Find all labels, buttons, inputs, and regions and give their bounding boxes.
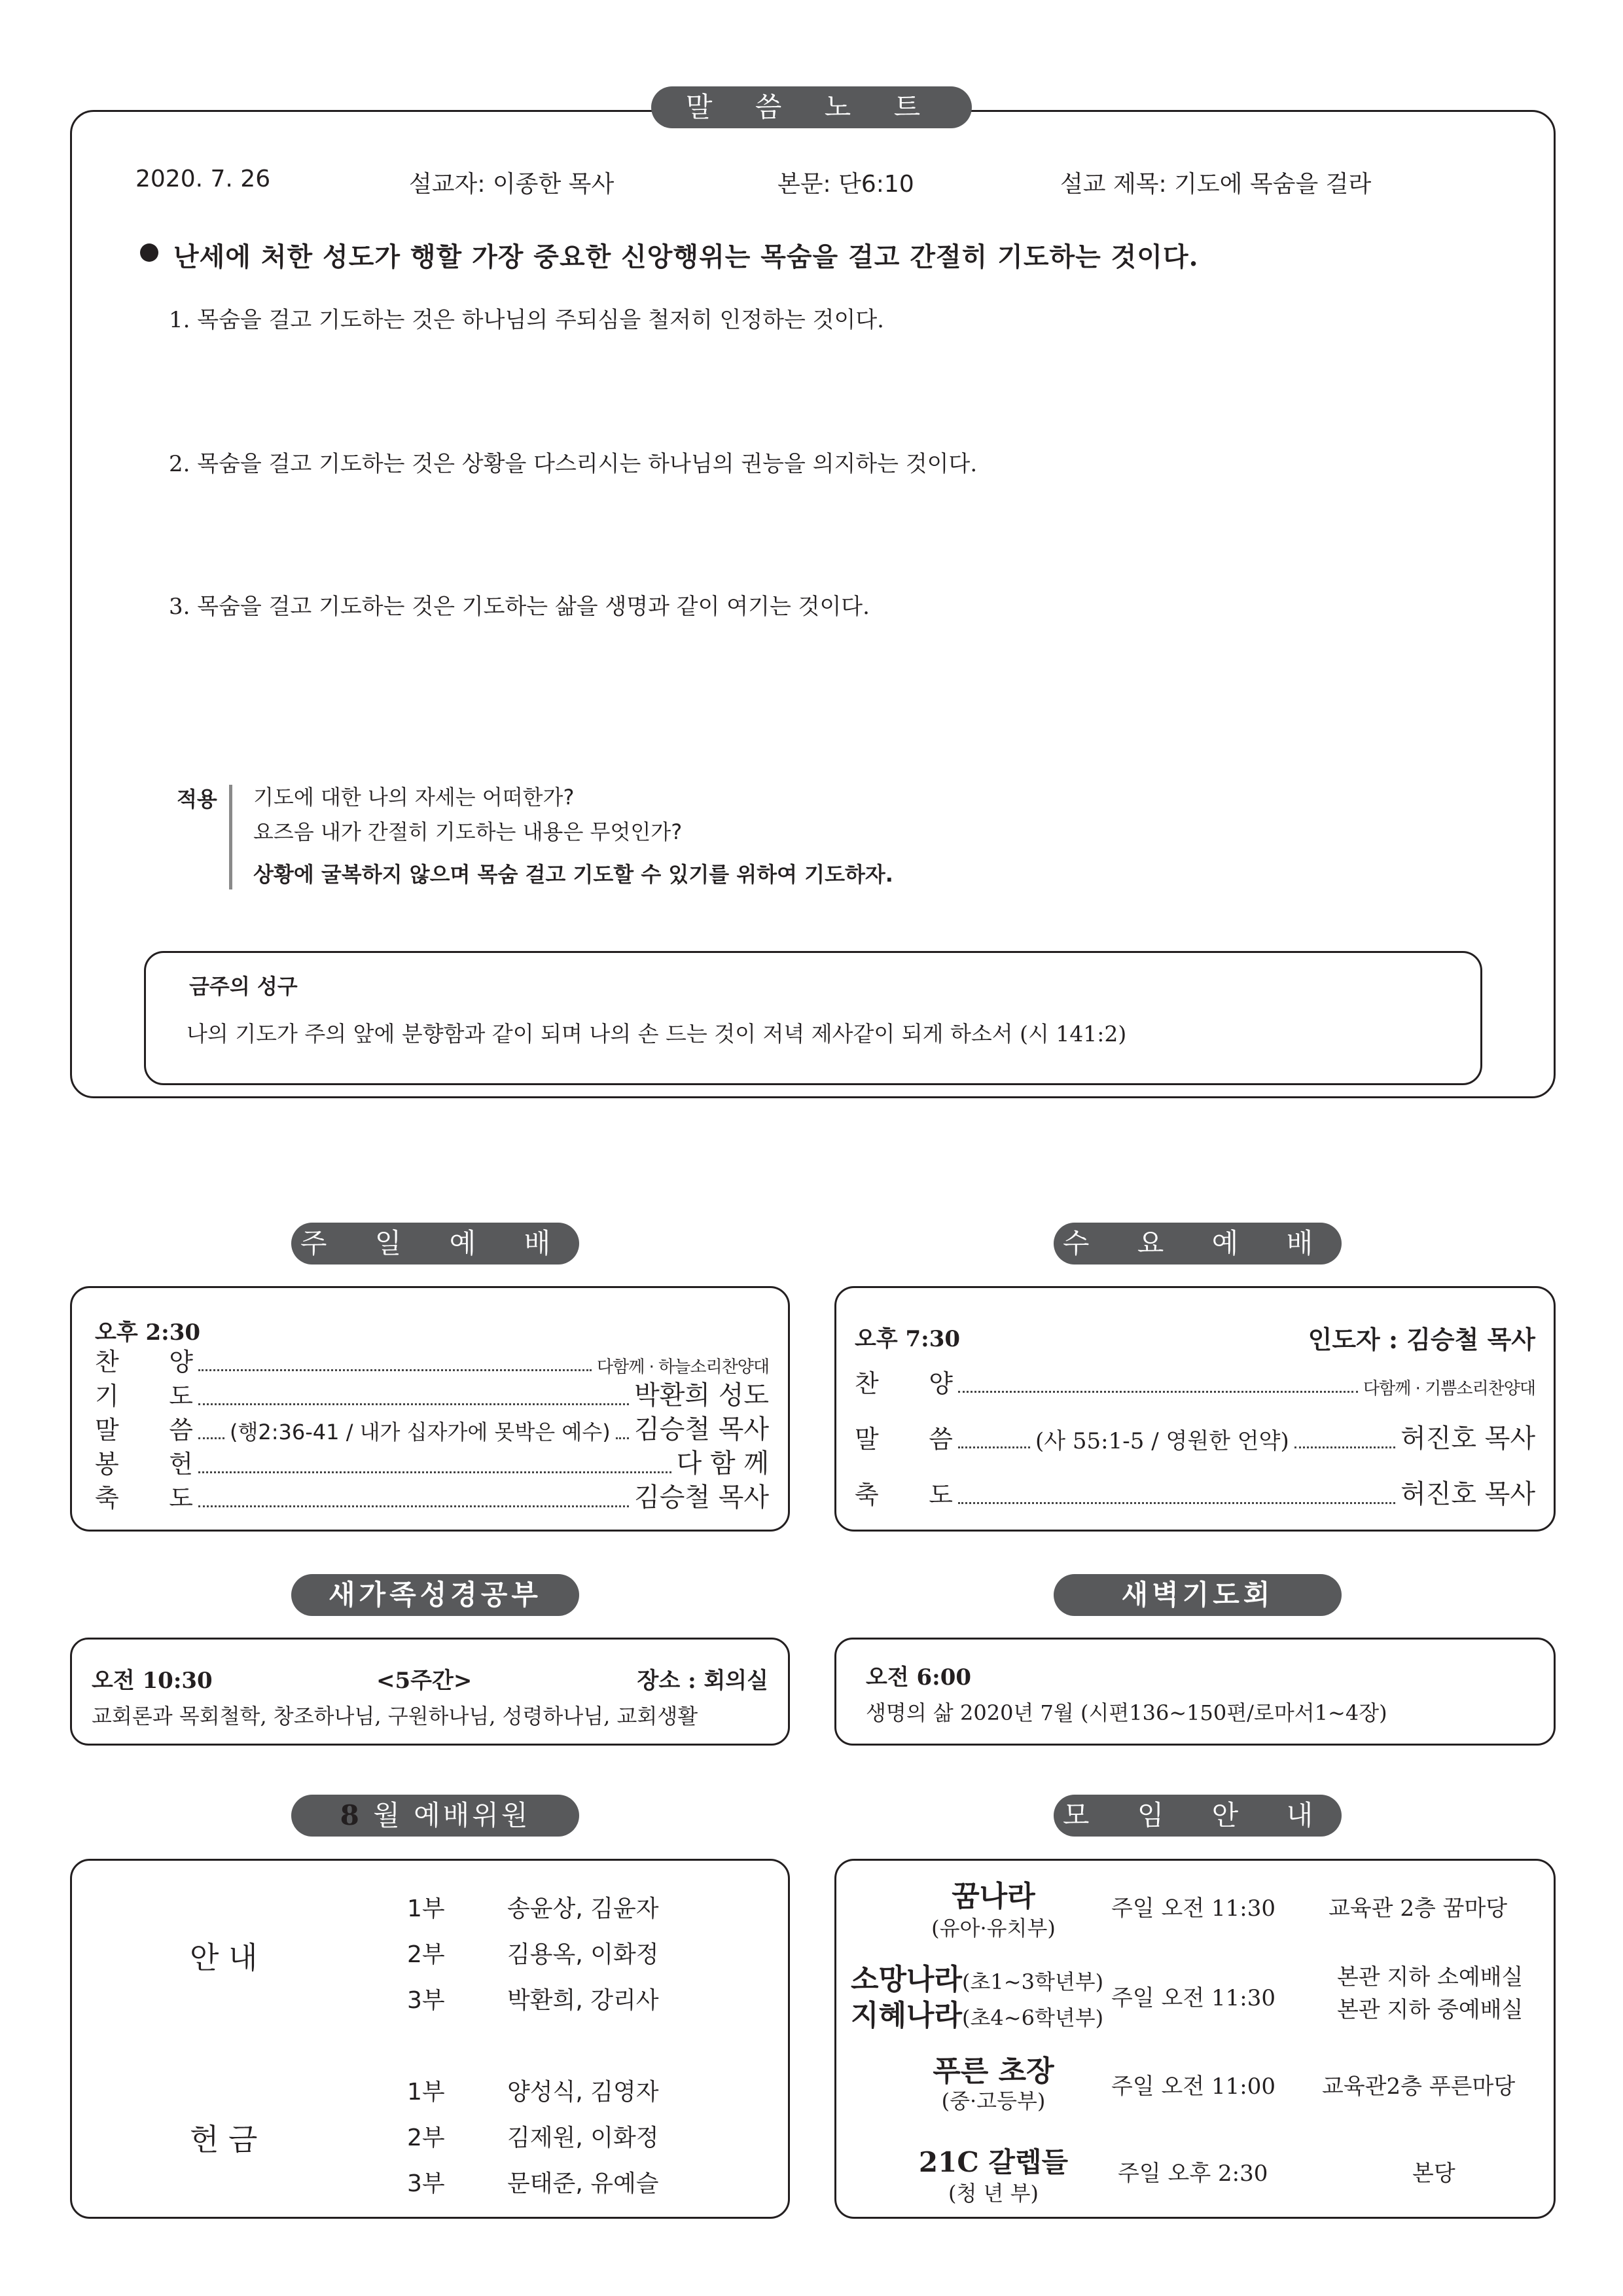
sunday-sermon-passage: (행2:36-41 / 내가 십자가에 못박은 예수) (230, 1420, 611, 1444)
meeting-3-place: 교육관2층 푸른마당 (1322, 2073, 1516, 2100)
sermon-date: 2020. 7. 26 (135, 166, 271, 192)
wednesday-time: 오후 7:30 (855, 1326, 961, 1352)
family-study-place: 장소 : 회의실 (637, 1668, 768, 1694)
offering-people-3: 문태준, 유예슬 (507, 2170, 659, 2197)
wednesday-service-title: 수 요 예 배 (1054, 1223, 1342, 1265)
usher-part-1: 1부 (407, 1895, 445, 1922)
application-prayer: 상황에 굴복하지 않으며 목숨 걸고 기도할 수 있기를 위하여 기도하자. (253, 862, 893, 887)
point-3: 3. 목숨을 걸고 기도하는 것은 기도하는 삶을 생명과 같이 여기는 것이다. (169, 594, 870, 620)
meeting-3-name: 푸른 초장 (933, 2054, 1054, 2088)
meeting-2-name-b: 지혜나라(초4~6학년부) (851, 1999, 1104, 2032)
wednesday-benediction-value: 허진호 목사 (1400, 1479, 1535, 1509)
offering-part-3: 3부 (407, 2170, 445, 2197)
dawn-prayer-title: 새벽기도회 (1054, 1574, 1342, 1616)
sunday-praise-value: 다함께 · 하늘소리찬양대 (597, 1357, 769, 1377)
wednesday-sermon-passage: (사 55:1-5 / 영원한 언약) (1035, 1428, 1289, 1454)
wednesday-row-sermon: 말 씀 (사 55:1-5 / 영원한 언약) 허진호 목사 (855, 1416, 1535, 1455)
committee-month: 8 (340, 1799, 362, 1831)
sunday-sermon-value: 김승철 목사 (634, 1414, 769, 1444)
sermon-scripture: 본문: 단6:10 (777, 171, 914, 198)
usher-part-2: 2부 (407, 1941, 445, 1968)
usher-people-3: 박환희, 강리사 (507, 1987, 659, 2014)
usher-people-1: 송윤상, 김윤자 (507, 1895, 659, 1922)
meeting-2-place-b: 본관 지하 중예배실 (1337, 1997, 1524, 2023)
meetings-box (834, 1859, 1556, 2219)
offering-people-1: 양성식, 김영자 (507, 2079, 659, 2106)
sermon-note-title: 말 씀 노 트 (651, 86, 972, 128)
committee-offering-label: 헌 금 (190, 2122, 258, 2157)
family-study-time: 오전 10:30 (92, 1668, 213, 1694)
sunday-service-title: 주 일 예 배 (291, 1223, 579, 1265)
sunday-row-benediction: 축 도 김승철 목사 (95, 1480, 769, 1514)
sermon-note-box (70, 110, 1556, 1098)
family-study-box (70, 1638, 790, 1746)
offering-part-1: 1부 (407, 2079, 445, 2106)
application-divider (229, 785, 232, 889)
verse-box (144, 951, 1482, 1085)
dawn-prayer-material: 생명의 삶 2020년 7월 (시편136~150편/로마서1~4장) (866, 1700, 1387, 1725)
wednesday-row-praise: 찬 양 다함께 · 기쁨소리찬양대 (855, 1369, 1535, 1399)
meeting-1-name: 꿈나라 (952, 1880, 1035, 1913)
application-q1: 기도에 대한 나의 자세는 어떠한가? (253, 785, 575, 810)
offering-part-2: 2부 (407, 2125, 445, 2151)
offering-people-2: 김제원, 이화정 (507, 2125, 659, 2151)
committee-title-text: 월 예배위원 (373, 1799, 531, 1831)
meeting-4-sub: (청 년 부) (948, 2181, 1039, 2206)
sunday-row-prayer: 기 도 박환희 성도 (95, 1378, 769, 1412)
application-label: 적용 (177, 787, 217, 812)
meeting-2-name-a: 소망나라(초1~3학년부) (851, 1963, 1104, 1996)
sermon-preacher: 설교자: 이종한 목사 (409, 171, 615, 198)
sunday-service-box (70, 1286, 790, 1532)
sunday-offering-value: 다 함 께 (676, 1448, 769, 1479)
meeting-1-sub: (유아·유치부) (931, 1916, 1056, 1941)
family-study-duration: <5주간> (376, 1668, 473, 1694)
wednesday-rows (855, 1360, 1535, 1517)
meetings-title: 모 임 안 내 (1054, 1795, 1342, 1837)
meeting-4-time: 주일 오후 2:30 (1118, 2161, 1268, 2187)
verse-text: 나의 기도가 주의 앞에 분향함과 같이 되며 나의 손 드는 것이 저녁 제사같이 되게 하소서 (시 141:2) (187, 1021, 1127, 1047)
meeting-4-place: 본당 (1412, 2161, 1455, 2187)
dawn-prayer-box (834, 1638, 1556, 1746)
dawn-prayer-time: 오전 6:00 (866, 1664, 972, 1691)
usher-part-3: 3부 (407, 1987, 445, 2014)
sermon-title: 설교 제목: 기도에 목숨을 걸라 (1060, 171, 1372, 198)
meeting-1-time: 주일 오전 11:30 (1111, 1895, 1275, 1922)
wednesday-sermon-value: 허진호 목사 (1400, 1424, 1535, 1454)
wednesday-row-benediction: 축 도 허진호 목사 (855, 1471, 1535, 1511)
committee-title (291, 1795, 579, 1837)
meeting-2-place-a: 본관 지하 소예배실 (1337, 1964, 1524, 1990)
wednesday-service-box (834, 1286, 1556, 1532)
usher-people-2: 김용옥, 이화정 (507, 1941, 659, 1968)
application-q2: 요즈음 내가 간절히 기도하는 내용은 무엇인가? (253, 819, 683, 844)
sunday-time: 오후 2:30 (95, 1319, 201, 1346)
main-point: 난세에 처한 성도가 행할 가장 중요한 신앙행위는 목숨을 걸고 간절히 기도하는 것이다. (173, 242, 1199, 272)
meeting-3-time: 주일 오전 11:00 (1111, 2073, 1275, 2100)
sunday-row-sermon: 말 씀 (행2:36-41 / 내가 십자가에 못박은 예수) 김승철 목사 (95, 1412, 769, 1446)
sunday-row-offering: 봉 헌 다 함 께 (95, 1446, 769, 1480)
wednesday-praise-value: 다함께 · 기쁨소리찬양대 (1363, 1379, 1535, 1399)
verse-label: 금주의 성구 (189, 974, 298, 999)
bullet-icon (140, 243, 158, 262)
sunday-row-praise: 찬 양 다함께 · 하늘소리찬양대 (95, 1348, 769, 1377)
point-2: 2. 목숨을 걸고 기도하는 것은 상황을 다스리시는 하나님의 권능을 의지하는 것이다. (169, 451, 978, 477)
meeting-1-place: 교육관 2층 꿈마당 (1329, 1895, 1508, 1922)
meeting-4-name: 21C 갈렙들 (918, 2146, 1069, 2178)
committee-box (70, 1859, 790, 2219)
meeting-3-sub: (중·고등부) (941, 2089, 1046, 2113)
meeting-2-time: 주일 오전 11:30 (1111, 1985, 1275, 2011)
committee-usher-label: 안 내 (190, 1940, 258, 1975)
sunday-benediction-value: 김승철 목사 (634, 1482, 769, 1513)
sunday-rows (95, 1344, 769, 1520)
sunday-prayer-value: 박환희 성도 (634, 1380, 769, 1410)
wednesday-leader: 인도자 : 김승철 목사 (1308, 1325, 1535, 1354)
point-1: 1. 목숨을 걸고 기도하는 것은 하나님의 주되심을 철저히 인정하는 것이다. (169, 307, 884, 333)
family-study-title: 새가족성경공부 (291, 1574, 579, 1616)
family-study-topics: 교회론과 목회철학, 창조하나님, 구원하나님, 성령하나님, 교회생활 (92, 1704, 698, 1729)
